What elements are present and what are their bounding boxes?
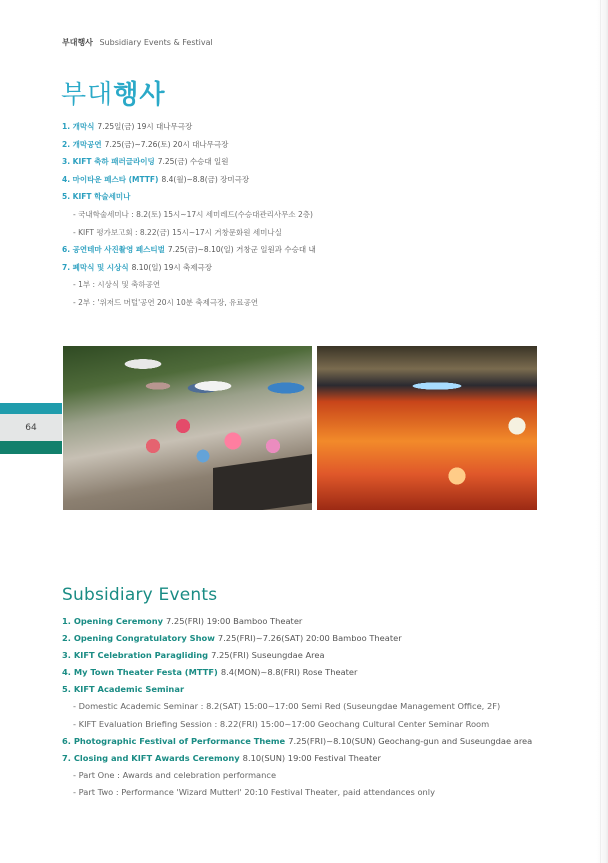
- ko-item-detail: 8.10(일) 19시 축제극장: [131, 262, 212, 272]
- ko-list-item: [62, 241, 316, 259]
- en-item-label: 5. KIFT Academic Seminar: [62, 684, 185, 695]
- en-item-detail: 8.10(SUN) 19:00 Festival Theater: [242, 752, 381, 763]
- band-bottom-stripe: [0, 441, 62, 454]
- ko-sub-item: - 국내학술세미나 : 8.2(토) 15시~17시 세미레드(수승대관리사무소 2층): [73, 209, 313, 219]
- ko-list-item: [62, 153, 316, 171]
- ko-item-label: 4. 마이타운 페스타 (MTTF): [62, 174, 159, 184]
- header-section-en: Subsidiary Events & Festival: [99, 38, 213, 47]
- en-item-detail: 7.25(FRI) Suseungdae Area: [211, 650, 325, 661]
- en-item-detail: 8.4(MON)~8.8(FRI) Rose Theater: [220, 667, 358, 678]
- en-list-item: [62, 613, 532, 630]
- en-item-label: 7. Closing and KIFT Awards Ceremony: [62, 752, 240, 763]
- en-sub-item: - Part One : Awards and celebration performance: [73, 769, 277, 780]
- ko-list-item: [62, 118, 316, 136]
- ko-item-label: 7. 폐막식 및 시상식: [62, 262, 129, 272]
- page-number: 64: [0, 414, 62, 441]
- ko-item-label: 1. 개막식: [62, 122, 95, 131]
- en-list-item: [62, 647, 532, 664]
- title-ko-bold: 행사: [113, 80, 166, 110]
- ko-item-detail: 7.25(금)~8.10(일) 거창군 일원과 수승대 내: [167, 245, 316, 255]
- outdoor-crowd-photo: [63, 346, 312, 510]
- en-list-item: [62, 664, 532, 681]
- ko-event-list: [62, 118, 316, 312]
- band-top-stripe: [0, 403, 62, 414]
- en-list-item: [62, 681, 532, 698]
- en-item-label: 1. Opening Ceremony: [62, 616, 164, 626]
- tarp-shape: [213, 454, 312, 510]
- en-item-detail: 7.25(FRI)~7.26(SAT) 20:00 Bamboo Theater: [217, 633, 402, 644]
- en-list-item: [62, 733, 532, 750]
- ko-item-label: 5. KIFT 학술세미나: [62, 192, 131, 202]
- page-edge-line: [600, 0, 601, 863]
- ko-sub-item: - 2부 : '위저드 머털'공연 20시 10분 축제극장, 유료공연: [73, 297, 259, 307]
- page-number-tab: [0, 403, 62, 454]
- en-sub-item: - KIFT Evaluation Briefing Session : 8.22(FRI) 15:00~17:00 Geochang Cultural Center Seminar Room: [73, 718, 490, 729]
- en-item-label: 4. My Town Theater Festa (MTTF): [62, 667, 218, 678]
- page-title-ko: [61, 74, 165, 111]
- page-title-en: Subsidiary Events: [62, 585, 218, 605]
- ko-sub-item: - KIFT 평가보고회 : 8.22(금) 15시~17시 거창문화원 세미나실: [73, 227, 282, 237]
- en-list-item: [62, 750, 532, 767]
- title-ko-light: 부대: [61, 80, 114, 110]
- ko-item-detail: 7.25(금) 수승대 일원: [157, 157, 229, 167]
- en-item-detail: 7.25(FRI)~8.10(SUN) Geochang-gun and Suseungdae area: [288, 735, 533, 746]
- theater-audience-photo: [317, 346, 537, 510]
- en-list-item: [62, 630, 532, 647]
- page-edge-shadow: [596, 0, 608, 863]
- ko-list-item: [62, 171, 316, 189]
- en-sub-item: - Domestic Academic Seminar : 8.2(SAT) 15:00~17:00 Semi Red (Suseungdae Management Office, 2F): [73, 701, 501, 712]
- ko-item-detail: 7.25일(금) 19시 대나무극장: [97, 122, 193, 131]
- ko-item-detail: 7.25(금)~7.26(토) 20시 대나무극장: [104, 139, 229, 149]
- ko-item-label: 3. KIFT 축하 패러글라이딩: [62, 157, 155, 167]
- ko-list-item: [62, 188, 316, 206]
- en-sub-item: - Part Two : Performance 'Wizard Mutterl' 20:10 Festival Theater, paid attendances only: [73, 786, 436, 797]
- en-item-label: 3. KIFT Celebration Paragliding: [62, 650, 209, 661]
- en-item-label: 2. Opening Congratulatory Show: [62, 633, 215, 644]
- running-header: [62, 37, 213, 48]
- en-item-label: 6. Photographic Festival of Performance Theme: [62, 735, 286, 746]
- ko-sub-item: - 1부 : 시상식 및 축하공연: [73, 280, 161, 290]
- header-section-ko: 부대행사: [62, 38, 93, 47]
- ko-item-label: 6. 공연테마 사진촬영 페스티벌: [62, 245, 165, 255]
- ko-item-detail: 8.4(월)~8.8(금) 장미극장: [161, 174, 250, 184]
- en-event-list: [62, 613, 532, 801]
- ko-list-item: [62, 136, 316, 154]
- ko-list-item: [62, 259, 316, 277]
- en-item-detail: 7.25(FRI) 19:00 Bamboo Theater: [166, 616, 303, 626]
- ko-item-label: 2. 개막공연: [62, 139, 102, 149]
